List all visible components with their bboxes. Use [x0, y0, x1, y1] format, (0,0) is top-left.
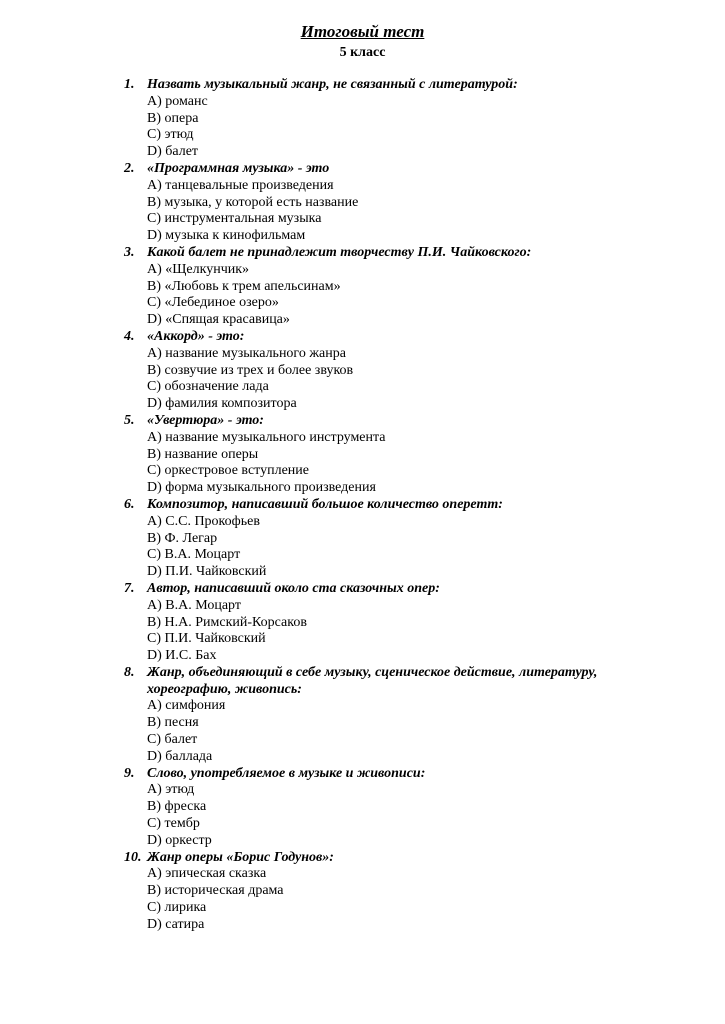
question-1	[0, 77, 725, 161]
question-text: Жанр, объединяющий в себе музыку, сценическое действие, литературу, хореографию, живопись:	[147, 664, 598, 697]
answer-option: D) И.С. Бах	[147, 648, 217, 664]
answer-option: В) созвучие из трех и более звуков	[147, 362, 354, 378]
answer-option: D) балет	[147, 144, 199, 160]
answer-option: А) этюд	[147, 782, 195, 798]
question-text: Композитор, написавший большое количество оперетт:	[147, 496, 503, 512]
answer-option: D) сатира	[147, 916, 205, 932]
question-number: 5.	[124, 412, 135, 428]
answer-option: А) В.А. Моцарт	[147, 597, 241, 613]
answer-option: D) оркестр	[147, 832, 212, 848]
question-number: 9.	[124, 765, 135, 781]
answer-option: А) эпическая сказка	[147, 866, 267, 882]
answer-option: В) музыка, у которой есть название	[147, 194, 359, 210]
answer-option: А) название музыкального инструмента	[147, 429, 386, 445]
question-6	[0, 497, 725, 581]
question-text: «Программная музыка» - это	[147, 160, 330, 176]
answer-option: D) фамилия композитора	[147, 396, 297, 412]
answer-option: В) Н.А. Римский-Корсаков	[147, 614, 307, 630]
answer-option: С) В.А. Моцарт	[147, 547, 241, 563]
answer-option: А) танцевальные произведения	[147, 177, 334, 193]
question-number: 3.	[124, 244, 135, 260]
question-text: Автор, написавший около ста сказочных опер:	[147, 580, 440, 596]
answer-option: С) оркестровое вступление	[147, 463, 309, 479]
answer-option: А) название музыкального жанра	[147, 345, 346, 361]
answer-option: С) тембр	[147, 816, 200, 832]
question-number: 7.	[124, 580, 135, 596]
answer-option: В) песня	[147, 715, 199, 731]
question-number: 1.	[124, 77, 135, 92]
question-9	[0, 766, 725, 850]
answer-option: В) историческая драма	[147, 883, 284, 899]
answer-option: С) лирика	[147, 900, 207, 916]
question-number: 6.	[124, 496, 135, 512]
answer-option: В) опера	[147, 110, 199, 126]
answer-option: В) «Любовь к трем апельсинам»	[147, 278, 341, 294]
answer-option: С) П.И. Чайковский	[147, 631, 266, 647]
answer-option: D) «Спящая красавица»	[147, 312, 290, 328]
answer-option: А) С.С. Прокофьев	[147, 513, 260, 529]
answer-option: А) симфония	[147, 698, 226, 714]
answer-option: С) «Лебединое озеро»	[147, 295, 279, 311]
answer-option: С) этюд	[147, 127, 194, 143]
question-4	[0, 329, 725, 413]
question-5	[0, 413, 725, 497]
answer-option: D) музыка к кинофильмам	[147, 228, 306, 244]
page-subtitle: 5 класс	[339, 45, 386, 60]
page-title: Итоговый тест	[300, 22, 425, 41]
answer-option: D) баллада	[147, 748, 213, 764]
answer-option: В) название оперы	[147, 446, 259, 462]
question-10	[0, 850, 725, 934]
answer-option: А) романс	[147, 93, 208, 109]
question-2	[0, 161, 725, 245]
answer-option: А) «Щелкунчик»	[147, 261, 250, 277]
answer-option: С) балет	[147, 732, 198, 748]
question-number: 8.	[124, 664, 135, 680]
question-8	[0, 665, 725, 766]
question-text: Слово, употребляемое в музыке и живописи:	[147, 765, 426, 781]
answer-option: С) инструментальная музыка	[147, 211, 322, 227]
question-number: 10.	[124, 849, 142, 865]
question-7	[0, 581, 725, 665]
question-text: Жанр оперы «Борис Годунов»:	[147, 849, 334, 865]
answer-option: В) фреска	[147, 799, 207, 815]
question-text: «Аккорд» - это:	[147, 328, 245, 344]
question-3	[0, 245, 725, 329]
answer-option: D) форма музыкального произведения	[147, 480, 376, 496]
question-number: 4.	[124, 328, 135, 344]
answer-option: D) П.И. Чайковский	[147, 564, 267, 580]
answer-option: В) Ф. Легар	[147, 530, 218, 546]
question-number: 2.	[124, 160, 135, 176]
question-text: «Увертюра» - это:	[147, 412, 264, 428]
answer-option: С) обозначение лада	[147, 379, 269, 395]
question-list	[0, 77, 725, 934]
question-text: Назвать музыкальный жанр, не связанный с литературой:	[147, 77, 518, 92]
question-text: Какой балет не принадлежит творчеству П.И. Чайковского:	[147, 244, 532, 260]
